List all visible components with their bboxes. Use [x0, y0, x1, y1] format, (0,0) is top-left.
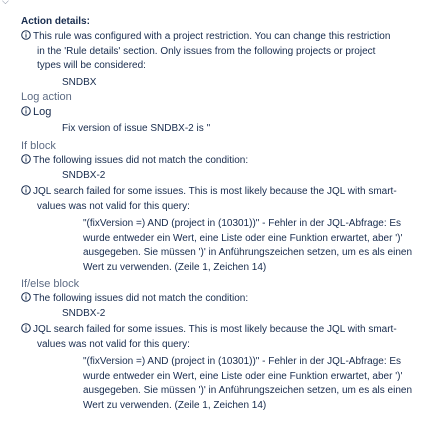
if-no-match-message: [21, 154, 439, 169]
log-entry: [21, 105, 439, 120]
if-else-jql-error-line-1: "(fixVersion =) AND (project in (10301))" - Fehler in der JQL-Abfrage: Es: [83, 356, 402, 367]
log-message: Fix version of issue SNDBX-2 is '': [62, 123, 211, 134]
log-label: Log: [33, 106, 52, 118]
if-else-no-match-text: The following issues did not match the condition:: [33, 293, 249, 304]
if-jql-fail-line-1: JQL search failed for some issues. This is most likely because the JQL with smart-: [33, 186, 397, 197]
restricted-project: SNDBX: [62, 77, 97, 88]
info-icon: [21, 106, 31, 116]
if-else-jql-error-line-4: Wert zu verwenden. (Zeile 1, Zeichen 14): [83, 399, 267, 411]
if-else-jql-fail-line-1: JQL search failed for some issues. This is most likely because the JQL with smart-: [33, 324, 397, 335]
restriction-line-2: in the 'Rule details' section. Only issues from the following projects or project: [37, 45, 376, 57]
if-jql-fail-line-2: values was not valid for this query:: [37, 200, 190, 212]
action-details-heading: Action details:: [21, 16, 90, 27]
restriction-message: [21, 30, 439, 45]
if-no-match-text: The following issues did not match the condition:: [33, 155, 249, 166]
if-else-jql-fail-message: [21, 323, 439, 338]
if-jql-error-line-2: wurde entweder ein Wert, eine Liste oder eine Funktion erwartet, aber ')': [83, 232, 403, 244]
restriction-line-3: types will be considered:: [37, 60, 146, 71]
if-else-block-heading: If/else block: [21, 278, 80, 290]
if-jql-error-line-4: Wert zu verwenden. (Zeile 1, Zeichen 14): [83, 261, 267, 273]
chevron-down-icon[interactable]: ⌵: [2, 0, 9, 6]
if-jql-error-line-1: "(fixVersion =) AND (project in (10301))" - Fehler in der JQL-Abfrage: Es: [83, 218, 402, 229]
info-icon: [21, 323, 31, 333]
if-else-jql-error-line-3: ausgegeben. Sie müssen ')' in Anführungszeichen setzen, um es als einen: [83, 385, 413, 396]
if-jql-error-line-3: ausgegeben. Sie müssen ')' in Anführungszeichen setzen, um es als einen: [83, 247, 413, 258]
if-block-heading: If block: [21, 140, 56, 152]
if-else-jql-fail-line-2: values was not valid for this query:: [37, 338, 190, 350]
if-else-unmatched-issue: SNDBX-2: [62, 308, 106, 319]
info-icon: [21, 292, 31, 302]
restriction-line-1: This rule was configured with a project restriction. You can change this restriction: [33, 31, 391, 42]
if-unmatched-issue: SNDBX-2: [62, 170, 106, 181]
if-else-no-match-message: [21, 292, 439, 307]
info-icon: [21, 30, 31, 40]
info-icon: [21, 185, 31, 195]
info-icon: [21, 154, 31, 164]
if-jql-fail-message: [21, 185, 439, 200]
log-action-heading: Log action: [21, 91, 72, 103]
if-else-jql-error-line-2: wurde entweder ein Wert, eine Liste oder eine Funktion erwartet, aber ')': [83, 370, 403, 382]
